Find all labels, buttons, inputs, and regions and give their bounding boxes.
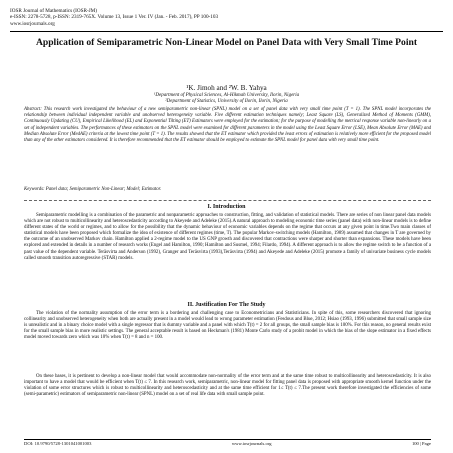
journal-site: www.iosrjournals.org: [10, 20, 55, 27]
affiliation-2: ²Department of Statistics, University of Ilorin, Ilorin, Nigeria: [165, 99, 288, 104]
section-2-heading: II. Justification For The Study: [187, 302, 266, 308]
keywords: Keywords: Panel data; Semiparametric Non-Linear; Model; Estimator.: [24, 187, 162, 192]
paper-title: Application of Semiparametric Non-Linear Model on Panel Data with Very Small Time Point: [35, 37, 418, 48]
footer-doi: DOI: 10.9790/5728-1301041001003: [24, 441, 92, 446]
journal-issn: e-ISSN: 2278-5728, p-ISSN: 2319-765X. Volume 13, Issue 1 Ver. IV (Jan. - Feb. 2017), PP 100-103: [10, 14, 219, 21]
footer-rule: [24, 439, 431, 440]
affiliations: [0, 93, 453, 105]
abstract-divider: [24, 200, 431, 201]
abstract: Abstract: This research work investigated the behaviour of a new semiparametric non-linear (SPNL) model on a set of panel data with very small time point (T = 1). The SPNL model incorporates the relationship between individual independent variable and unobserved heterogeneity variable. Five different estimation techniques namely; Least Square (LS), Generalized Method of Moments (GMM), Continuously Updating (CU), Empirical Likelihood (EL) and Exponential Tilting (ET) Estimators were employed for the estimation; for the purpose of modelling the metrical response variable non-linearly on a set of independent variables. The performances of these estimators on the SPNL model were examined for different parameters in the model using the Least Square Error (LSE), Mean Absolute Error (MAE) and Median Absolute Error (MedAE) criteria at the lowest time point (T = 1). The results showed that the ET estimator which provided the least errors of estimation is relatively more efficient for the proposed model than any of the other estimators considered. It is therefore recommended that the ET estimator should be employed to estimate the SPNL model for panel data with very small time point.: [24, 107, 431, 144]
section-2-paragraph-2: On these bases, it is pertinent to develop a non-linear model that would accommodate non-normality of the error term and at the same time robust to multicollinearity and heteroscedasticity. It is also important to have a model that would be efficient when T(t) ≤ 7. In this research work, semiparametric, non-linear model for fitting panel data is proposed with appropriate smooth kernel function under the violation of some error structures which is robust to multicollinearity and heteroscedasticity and at the same time efficient for 1≤ T(t) ≤ 7.The present work therefore investigated the efficiencies of some (semi-parametric) estimators of semiparametric non-linear (SPNL) model on a set of real life data with small sample point.: [24, 374, 431, 398]
section-1-heading: I. Introduction: [207, 204, 246, 210]
section-1-paragraph: Semiparametric modelling is a combination of the parametric and nonparametric approaches to construction, fitting, and validation of statistical models. There are series of non linear panel data models which are not robust to multicollinearity and heteroscedasticity according to Akeyede and Adeleke (2015).A natural approach to modeling economic time series (panel data) with non-linear models is to define different states of the world or regimes, and to allow for the possibility that the dynamic behaviour of economic variables depends on the regime that occurs at any given point in time.Two main classes of statistical models have been proposed which formalize the idea of existence of different regimes (time, T). The popular Markov-switching models (Hamilton, 1989) assumed that changes in T are governed by the outcome of an unobserved Markov chain. Hamilton applied a 2-regime model to the US GNP growth and discovered that contractions were sharper and shorter than expansions. These models have been explored and extended in details in a number of research works (Engel and Hamilton, 1990; Hamilton and Susmel, 1994; Filardo, 1994). A different approach is to allow the regime switch to be a function of a past value of the dependent variable. Teräsvirta and Anderson (1992), Granger and Teräsvirta (1993),Teräsvirta (1994) and Akeyede and Adeleke (2015) promote a family of univariate business cycle models called smooth transition autoregressive (STAR) models.: [24, 213, 431, 261]
footer-site: www.iosrjournals.org: [231, 441, 272, 446]
header-rule: [10, 31, 443, 32]
paper-authors: ¹K. Jimoh and ²W. B. Yahya: [186, 84, 267, 92]
affiliation-1: ¹Department of Physical Sciences, Al-Hikmah University, Ilorin, Nigeria: [153, 93, 300, 98]
page-footer: [24, 441, 431, 446]
footer-page: 100 | Page: [411, 441, 431, 446]
journal-name: IOSR Journal of Mathematics (IOSR-JM): [10, 8, 98, 14]
journal-header: [10, 8, 218, 27]
section-2-paragraph-1: The violation of the normality assumption of the error term is a bordering and challenging case to Econometricians and Statisticians. In spite of this, some researchers discovered that ignoring collinearity and unobserved heterogeneity when both are actually present in a model would lead to wrong parameter estimation (Fesdous and Blue, 2012; Hsiao (1993, 1996) submitted that small sample size is unrealistic and in a binary choice model with a single regressor that is dummy variable and a panel with which T(t) = 2 for all groups, the small sample bias is 100%. For this reason, no general results exist for the small sample bias in more realistic settings. The general acceptable result is based on Heckman's (1981) Monte Carlo study of a probit model in which the bias of the slope estimator in a fixed effects model moved towards zero which was 10% when T(t) = 8 and n = 100.: [24, 311, 431, 341]
